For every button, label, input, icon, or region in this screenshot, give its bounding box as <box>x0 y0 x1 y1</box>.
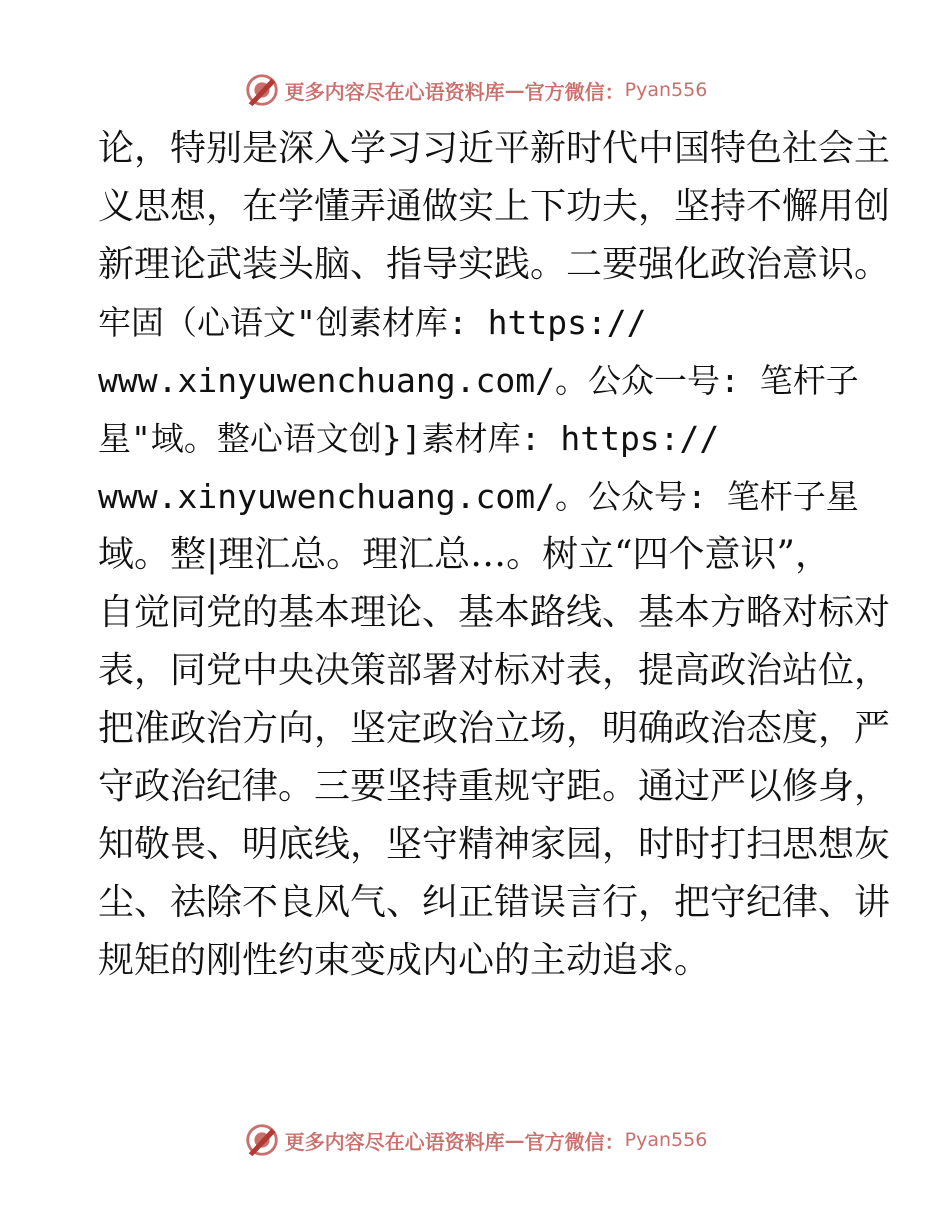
text-line: 规矩的刚性约束变成内心的主动追求。 <box>98 940 711 981</box>
text-line: 把准政治方向，坚定政治立场，明确政治态度，严 <box>98 708 891 749</box>
header-wechat-label: 官方微信： <box>524 79 625 104</box>
text-line: 自觉同党的基本理论、基本路线、基本方略对标对 <box>98 592 891 633</box>
text-line: 守政治纪律。三要坚持重规守距。通过严以修身， <box>98 766 891 807</box>
text-line: 表，同党中央决策部署对标对表，提高政治站位， <box>98 650 891 691</box>
text-line: 论，特别是深入学习习近平新时代中国特色社会主 <box>98 128 891 169</box>
text-line: 星"域。整心语文创}]素材库: https:// <box>98 419 720 458</box>
text-line: 域。整|理汇总。理汇总…。树立“四个意识”， <box>98 534 831 575</box>
header-wechat-id: Pyan556 <box>624 79 708 101</box>
text-line: 知敬畏、明底线，坚守精神家园，时时打扫思想灰 <box>98 824 891 865</box>
footer-banner <box>0 1120 950 1160</box>
text-line: 牢固（心语文"创素材库: https:// <box>98 303 647 342</box>
text-line: www.xinyuwenchuang.com/。公众一号: 笔杆子 <box>98 361 859 400</box>
footer-separator: — <box>504 1128 525 1152</box>
footer-wechat-id: Pyan556 <box>624 1129 708 1151</box>
text-line: 义思想，在学懂弄通做实上下功夫，坚持不懈用创 <box>98 186 891 227</box>
footer-wechat-label: 官方微信： <box>524 1129 625 1154</box>
text-line: 新理论武装头脑、指导实践。二要强化政治意识。 <box>98 244 891 285</box>
text-line: www.xinyuwenchuang.com/。公众号: 笔杆子星 <box>98 477 859 516</box>
document-body <box>98 120 891 990</box>
header-site-text: 更多内容尽在心语资料库 <box>284 79 505 104</box>
pen-logo-icon <box>243 71 281 109</box>
footer-site-text: 更多内容尽在心语资料库 <box>284 1129 505 1154</box>
text-line: 尘、祛除不良风气、纠正错误言行，把守纪律、讲 <box>98 882 891 923</box>
header-banner <box>0 70 950 110</box>
header-separator: — <box>504 78 525 102</box>
pen-logo-icon <box>243 1121 281 1159</box>
